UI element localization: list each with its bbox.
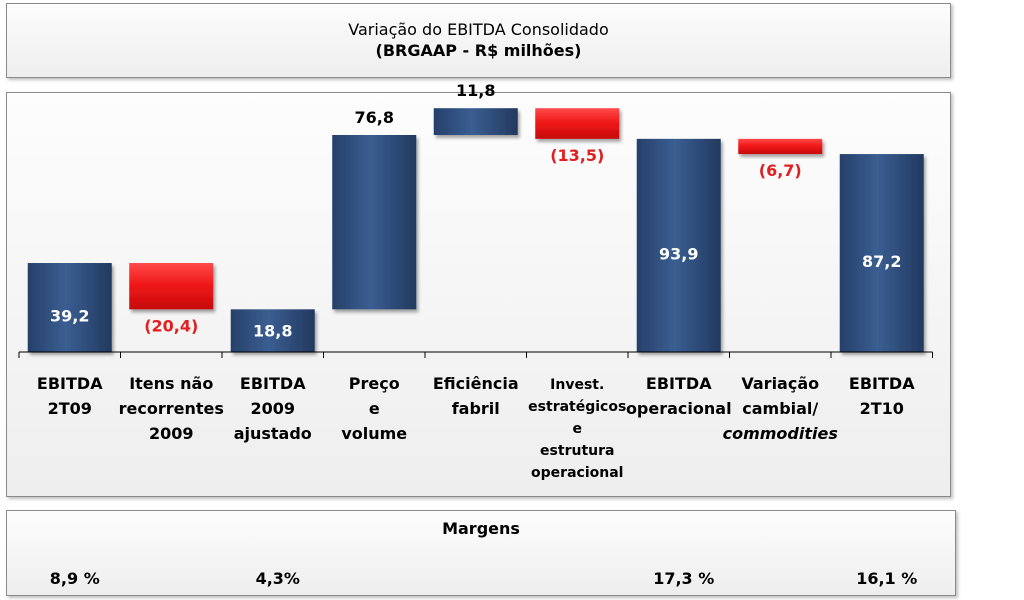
data-label-8: 87,2 bbox=[862, 252, 902, 272]
chart-panel bbox=[6, 81, 951, 497]
category-label-6: EBITDA operacional bbox=[625, 374, 732, 418]
category-label-2: EBITDA 2009 ajustado bbox=[233, 374, 312, 443]
chart-title-box bbox=[6, 3, 951, 78]
margin-value-2: 17,3 % bbox=[653, 569, 715, 588]
data-label-3: 76,8 bbox=[354, 107, 394, 127]
category-label-4: Eficiência fabril bbox=[432, 374, 519, 418]
category-label-7: Variação cambial/ commodities bbox=[722, 374, 838, 443]
category-label-1: Itens não recorrentes 2009 bbox=[118, 374, 224, 443]
bar-5 bbox=[535, 108, 619, 139]
margin-value-1: 4,3% bbox=[255, 569, 300, 588]
data-label-7: (6,7) bbox=[758, 161, 802, 181]
x-axis bbox=[19, 352, 933, 358]
bar-3 bbox=[332, 135, 416, 309]
data-label-5: (13,5) bbox=[550, 145, 605, 165]
category-label-8: EBITDA 2T10 bbox=[848, 374, 915, 418]
margin-value-0: 8,9 % bbox=[49, 569, 100, 588]
margin-value-3: 16,1 % bbox=[856, 569, 918, 588]
data-label-1: (20,4) bbox=[144, 316, 199, 336]
waterfall-chart bbox=[7, 81, 952, 498]
bar-7 bbox=[738, 139, 822, 154]
category-label-0: EBITDA 2T09 bbox=[36, 374, 103, 418]
bar-1 bbox=[129, 263, 213, 309]
margins-box bbox=[6, 510, 956, 596]
category-label-5: Invest. estratégicos e estrutura operacional bbox=[528, 377, 627, 481]
category-labels-group bbox=[37, 374, 915, 481]
data-label-2: 18,8 bbox=[253, 321, 293, 341]
chart-title: Variação do EBITDA Consolidado bbox=[348, 20, 609, 39]
margins-title: Margens bbox=[442, 519, 520, 538]
data-label-0: 39,2 bbox=[50, 306, 90, 326]
chart-subtitle: (BRGAAP - R$ milhões) bbox=[375, 41, 582, 60]
category-label-3: Preço e volume bbox=[341, 374, 408, 443]
bar-4 bbox=[434, 108, 518, 135]
data-label-6: 93,9 bbox=[659, 244, 699, 264]
data-label-4: 11,8 bbox=[456, 81, 496, 101]
